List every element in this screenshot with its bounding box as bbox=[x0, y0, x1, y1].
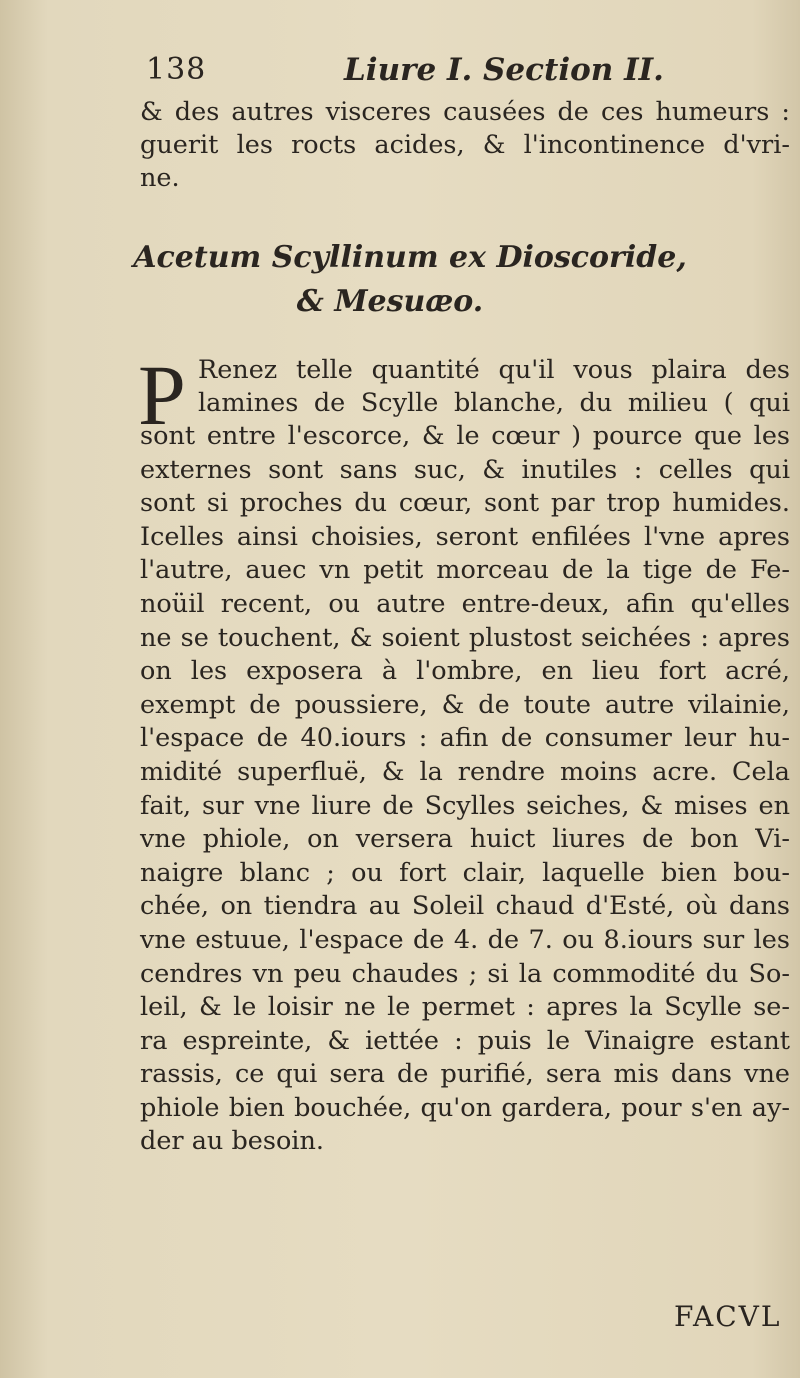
text-line: fait, sur vne liure de Scylles seiches, & mises en bbox=[140, 790, 790, 821]
page-header bbox=[146, 52, 706, 100]
running-title: Liure I. Section II. bbox=[344, 52, 664, 88]
text-line: ne se touchent, & soient plustost seichées : apres bbox=[140, 622, 790, 653]
heading-line-1: Acetum Scyllinum ex Dioscoride, bbox=[133, 240, 687, 275]
catchword: FACVL bbox=[674, 1300, 782, 1333]
text-line: guerit les rocts acides, & l'incontinence d'vri- bbox=[140, 130, 790, 160]
text-line: exempt de poussiere, & de toute autre vilainie, bbox=[140, 689, 790, 720]
text-line: chée, on tiendra au Soleil chaud d'Esté, où dans bbox=[140, 891, 790, 922]
heading-line-2: & Mesuæo. bbox=[296, 284, 484, 319]
text-line: ra espreinte, & iettée : puis le Vinaigre estant bbox=[140, 1025, 790, 1056]
intro-paragraph bbox=[140, 96, 790, 195]
text-line: lamines de Scylle blanche, du milieu ( qui bbox=[198, 388, 790, 418]
text-line: noüil recent, ou autre entre-deux, afin qu'elles bbox=[140, 588, 790, 619]
text-line: l'autre, auec vn petit morceau de la tige de Fe- bbox=[140, 555, 790, 586]
section-heading bbox=[0, 236, 800, 324]
text-line: der au besoin. bbox=[140, 1126, 324, 1157]
drop-cap: P bbox=[138, 347, 186, 443]
text-line: phiole bien bouchée, qu'on gardera, pour s'en ay- bbox=[140, 1092, 790, 1123]
first-lines-beside-dropcap bbox=[198, 354, 790, 420]
text-line: vne estuue, l'espace de 4. de 7. ou 8.iours sur les bbox=[140, 924, 790, 955]
text-line: & des autres visceres causées de ces humeurs : bbox=[140, 97, 790, 127]
text-line: leil, & le loisir ne le permet : apres la Scylle se- bbox=[140, 992, 790, 1023]
text-line: sont entre l'escorce, & le cœur ) pource que les bbox=[140, 421, 790, 451]
text-line: midité superfluë, & la rendre moins acre. Cela bbox=[140, 756, 790, 787]
text-line: l'espace de 40.iours : afin de consumer leur hu- bbox=[140, 723, 790, 754]
page-number: 138 bbox=[146, 52, 207, 87]
text-line: Renez telle quantité qu'il vous plaira des bbox=[198, 355, 790, 385]
text-line: Icelles ainsi choisies, seront enfilées l'vne apres bbox=[140, 521, 790, 552]
text-line: cendres vn peu chaudes ; si la commodité du So- bbox=[140, 958, 790, 989]
text-line: naigre blanc ; ou fort clair, laquelle bien bou- bbox=[140, 857, 790, 888]
text-line: externes sont sans suc, & inutiles : celles qui bbox=[140, 454, 790, 485]
text-line: sont si proches du cœur, sont par trop humides. bbox=[140, 488, 790, 519]
recipe-paragraph bbox=[140, 420, 790, 1159]
text-line: ne. bbox=[140, 163, 180, 193]
text-line: rassis, ce qui sera de purifié, sera mis dans vne bbox=[140, 1059, 790, 1090]
text-line: on les exposera à l'ombre, en lieu fort acré, bbox=[140, 656, 790, 687]
text-line: vne phiole, on versera huict liures de bon Vi- bbox=[140, 824, 790, 855]
